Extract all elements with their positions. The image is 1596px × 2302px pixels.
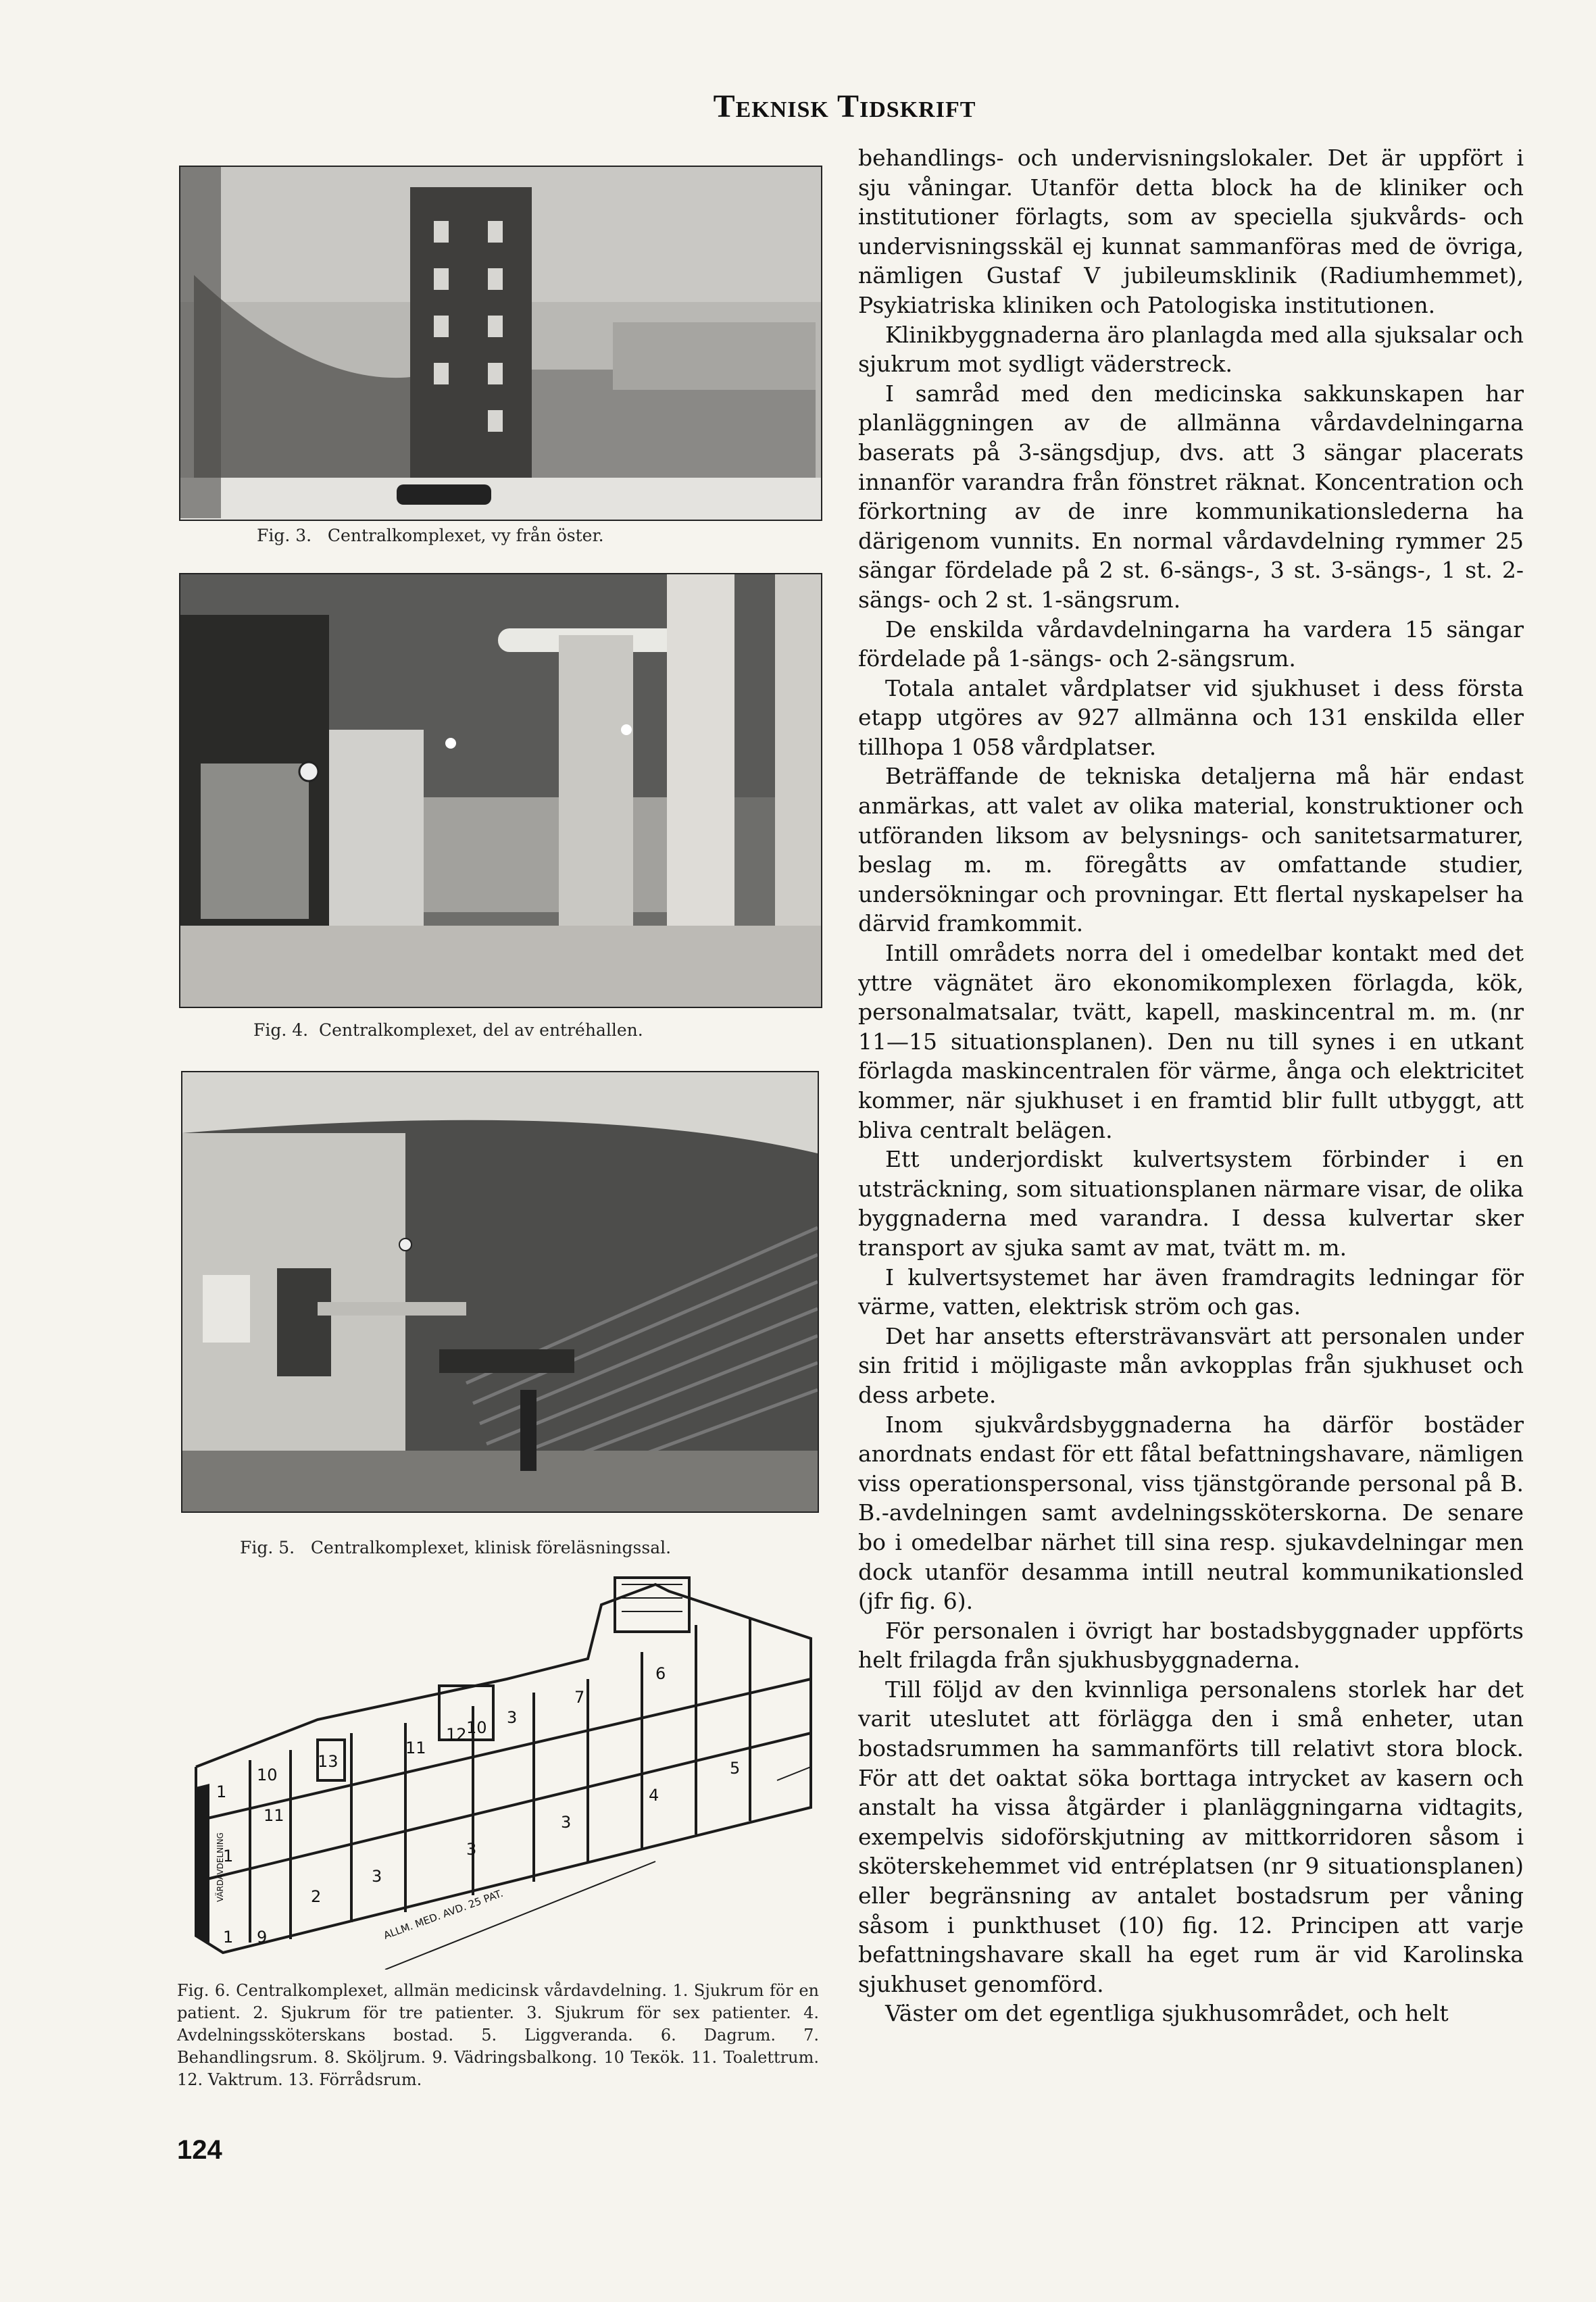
paragraph: Klinikbyggnaderna äro planlagda med alla sjuksalar och sjukrum mot sydligt väderstreck.: [858, 321, 1524, 378]
plan-room-10b: 10: [466, 1718, 487, 1737]
paragraph: I kulvertsystemet har även framdragits ledningar för värme, vatten, elektrisk ström och gas.: [858, 1263, 1524, 1320]
fig5-caption: Fig. 5. Centralkomplexet, klinisk föreläsningssal.: [240, 1538, 672, 1557]
masthead: Teknisk Tidskrift: [713, 89, 976, 124]
plan-room-1b: 1: [223, 1847, 234, 1866]
paragraph: De enskilda vårdavdelningarna ha vardera 15 sängar fördelade på 1-sängs- och 2-sängsrum.: [858, 616, 1524, 672]
paragraph: Totala antalet vårdplatser vid sjukhuset i dess första etapp utgöres av 927 allmänna och 131 enskilda eller tillhopa 1 058 vårdplatser.: [858, 674, 1524, 760]
paragraph: Intill områdets norra del i omedelbar kontakt med det yttre vägnätet äro ekonomikomplexen förlagda, kök, personalmatsalar, tvätt, kapell, maskincentral m. m. (nr 11—15 situationsplanen). Den nu till synes i en utkant förlagda maskincentralen för värme, ånga och elektricitet kommer, när sjukhuset i en framtid blir fullt utbyggt, att bliva centralt belägen.: [858, 940, 1524, 1143]
plan-room-6: 6: [655, 1664, 666, 1683]
paragraph: Beträffande de tekniska detaljerna må här endast anmärkas, att valet av olika material, konstruktioner och utföranden liksom av belysnings- och sanitetsarmaturer, beslag m. m. föregåtts av omfattande studier, undersökningar och provningar. Ett flertal nyskapelser ha därvid framkommit.: [858, 763, 1524, 937]
plan-room-5: 5: [730, 1759, 741, 1778]
paragraph: För personalen i övrigt har bostadsbyggnader uppförts helt frilagda från sjukhusbyggnaderna.: [858, 1617, 1524, 1674]
lecture-hall-image: [182, 1072, 818, 1511]
plan-room-12: 12: [446, 1725, 467, 1744]
fig4-photo: [179, 573, 822, 1008]
paragraph: Inom sjukvårdsbyggnaderna ha därför bostäder anordnats endast för ett fåtal befattningshavare, nämligen viss operationspersonal, viss tjänstgörande personal på B. B.-avdelningen samt avdelningssköterskorna. De senare bo i omedelbar närhet till sina resp. sjukavdelningar men dock utanför desamma intill neutral kommunikationsled (jfr fig. 6).: [858, 1411, 1524, 1615]
plan-label: ALLM. MED. AVD. 25 PAT.: [382, 1886, 505, 1942]
ward-plan-drawing: [182, 1564, 814, 1970]
building-exterior-image: [180, 167, 821, 520]
plan-side-label: VÄRDAVDELNING: [216, 1832, 225, 1902]
paragraph: Till följd av den kvinnliga personalens storlek har det varit uteslutet att förlägga den i små enheter, utan bostadsrummen ha sammanförts till relativt stora block. För att det oaktat söka borttaga intrycket av kasern och anstalt ha vissa åtgärder i planläggningarna vidtagits, exempelvis sidoförskjutning av mittkorridoren såsom i sköterskehemmet vid entréplatsen (nr 9 situationsplanen) eller begränsning av antalet bostadsrum per våning såsom i punkthuset (10) fig. 12. Principen att varje befattningshavare skall ha eget rum är vid Karolinska sjukhuset genomförd.: [858, 1676, 1524, 1997]
plan-room-4: 4: [649, 1786, 659, 1805]
plan-room-11b: 11: [405, 1738, 426, 1757]
fig3-photo: [179, 166, 822, 521]
plan-room-2: 2: [311, 1887, 322, 1906]
plan-room-9: 9: [257, 1928, 268, 1947]
fig6-floor-plan: [182, 1564, 814, 1970]
fig6-caption: Fig. 6. Centralkomplexet, allmän medicinsk vårdavdelning. 1. Sjukrum för en patient. 2. Sjukrum för tre patienter. 3. Sjukrum för sex patienter. 4. Avdelningssköterskans bostad. 5. Liggveranda. 6. Dagrum. 7. Behandlingsrum. 8. Sköljrum. 9. Vädringsbalkong. 10 Teкök. 11. Toalettrum. 12. Vaktrum. 13. Förrådsrum.: [177, 1981, 819, 2089]
plan-room-3c: 3: [466, 1840, 477, 1859]
paragraph: I samråd med den medicinska sakkunskapen har planläggningen av de allmänna vårdavdelningarna baserats på 3-sängsdjup, dvs. att 3 sängar placerats innanför varandra från fönstret räknat. Koncentration och förkortning av de inre kommunikationslederna ha därigenom vunnits. En normal vårdavdelning rymmer 25 sängar fördelade på 2 st. 6-sängs-, 3 st. 3-sängs-, 1 st. 2-sängs- och 2 st. 1-sängsrum.: [858, 380, 1524, 613]
article-body: [858, 143, 1524, 2028]
fig5-photo: [181, 1071, 819, 1513]
paragraph: Ett underjordiskt kulvertsystem förbinder i en utsträckning, som situationsplanen närmare visar, de olika byggnaderna med varandra. I dessa kulvertar sker transport av sjuka samt av mat, tvätt m. m.: [858, 1146, 1524, 1261]
paragraph: behandlings- och undervisningslokaler. Det är uppfört i sju våningar. Utanför detta block ha de kliniker och institutioner förlagts, som av speciella sjukvårds- och undervisningsskäl ej kunnat sammanföras med de övriga, nämligen Gustaf V jubileumsklinik (Radiumhemmet), Psykiatriska kliniken och Patologiska institutionen.: [858, 145, 1524, 318]
page-number: 124: [177, 2135, 222, 2165]
plan-room-11a: 11: [264, 1806, 284, 1825]
fig4-caption: Fig. 4. Centralkomplexet, del av entréhallen.: [253, 1020, 643, 1040]
plan-room-13: 13: [318, 1752, 339, 1771]
plan-room-1a: 1: [216, 1782, 227, 1801]
plan-room-3b: 3: [372, 1867, 382, 1886]
paragraph: Väster om det egentliga sjukhusområdet, och helt: [885, 2000, 1449, 2027]
plan-room-3d: 3: [561, 1813, 572, 1832]
plan-room-1c: 1: [223, 1928, 234, 1947]
plan-room-7: 7: [574, 1688, 585, 1707]
fig3-caption: Fig. 3. Centralkomplexet, vy från öster.: [257, 526, 604, 545]
plan-room-10a: 10: [257, 1766, 278, 1784]
plan-room-3a: 3: [507, 1708, 518, 1727]
paragraph: Det har ansetts eftersträvansvärt att personalen under sin fritid i möjligaste mån avkopplas från sjukhuset och dess arbete.: [858, 1322, 1524, 1408]
entrance-hall-image: [180, 574, 821, 1007]
